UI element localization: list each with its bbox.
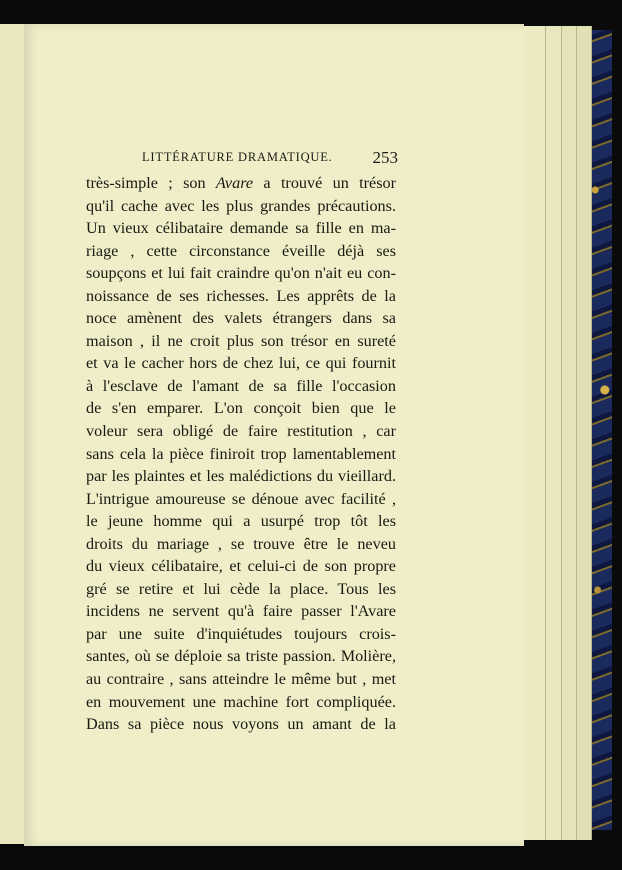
text-line: de s'en emparer. L'on conçoit bien que le [86,399,396,418]
text-line: soupçons et lui fait craindre qu'on n'ait eu con- [86,264,396,283]
page-stack [522,26,546,840]
text-line: droits du mariage , se trouve être le neveu [86,534,396,553]
text-line: incidens ne servent qu'à faire passer l'Avare [86,602,396,621]
left-page-edge [0,24,25,844]
text-line: L'intrigue amoureuse se dénoue avec facilité , [86,489,396,508]
italic-word: Avare [215,174,254,192]
header-title: LITTÉRATURE DRAMATIQUE. [142,150,333,164]
text-line: riage , cette circonstance éveille déjà ses [86,241,396,260]
text-line: par une suite d'inquiétudes toujours crois- [86,624,396,643]
text-line: gré se retire et lui cède la place. Tous les [86,579,396,598]
text-line: le jeune homme qui a usurpé trop tôt les [86,512,396,531]
text-line: sans cela la pièce finiroit trop lamentablement [86,444,396,463]
book-page [24,24,524,846]
text-line: par les plaintes et les malédictions du vieillard. [86,467,396,486]
running-header [142,150,398,165]
text-line: et va le cacher hors de chez lui, ce qui fournit [86,354,396,373]
text-line: en mouvement une machine fort compliquée. [86,692,396,711]
text-line: santes, où se déploie sa triste passion. Molière, [86,647,396,666]
text-line: au contraire , sans atteindre le même but , met [86,670,396,689]
text-line: du vieux célibataire, et celui-ci de son propre [86,557,396,576]
text-line: à l'esclave de l'amant de sa fille l'occasion [86,376,396,395]
text-line: noce amènent des valets étrangers dans sa [86,309,396,328]
text-line: très-simple ; son Avare a trouvé un trésor [86,174,397,192]
text-line: Dans sa pièce nous voyons un amant de la [86,715,396,734]
body-text [86,172,396,736]
text-line: voleur sera obligé de faire restitution , car [86,422,396,441]
text-line: maison , il ne croit plus son trésor en sureté [86,331,396,350]
text-line: qu'il cache avec les plus grandes précautions. [86,196,396,215]
text-line: Un vieux célibataire demande sa fille en ma- [86,219,396,238]
text-line: noissance de ses richesses. Les apprêts de la [86,286,396,305]
page-number: 253 [372,148,398,167]
